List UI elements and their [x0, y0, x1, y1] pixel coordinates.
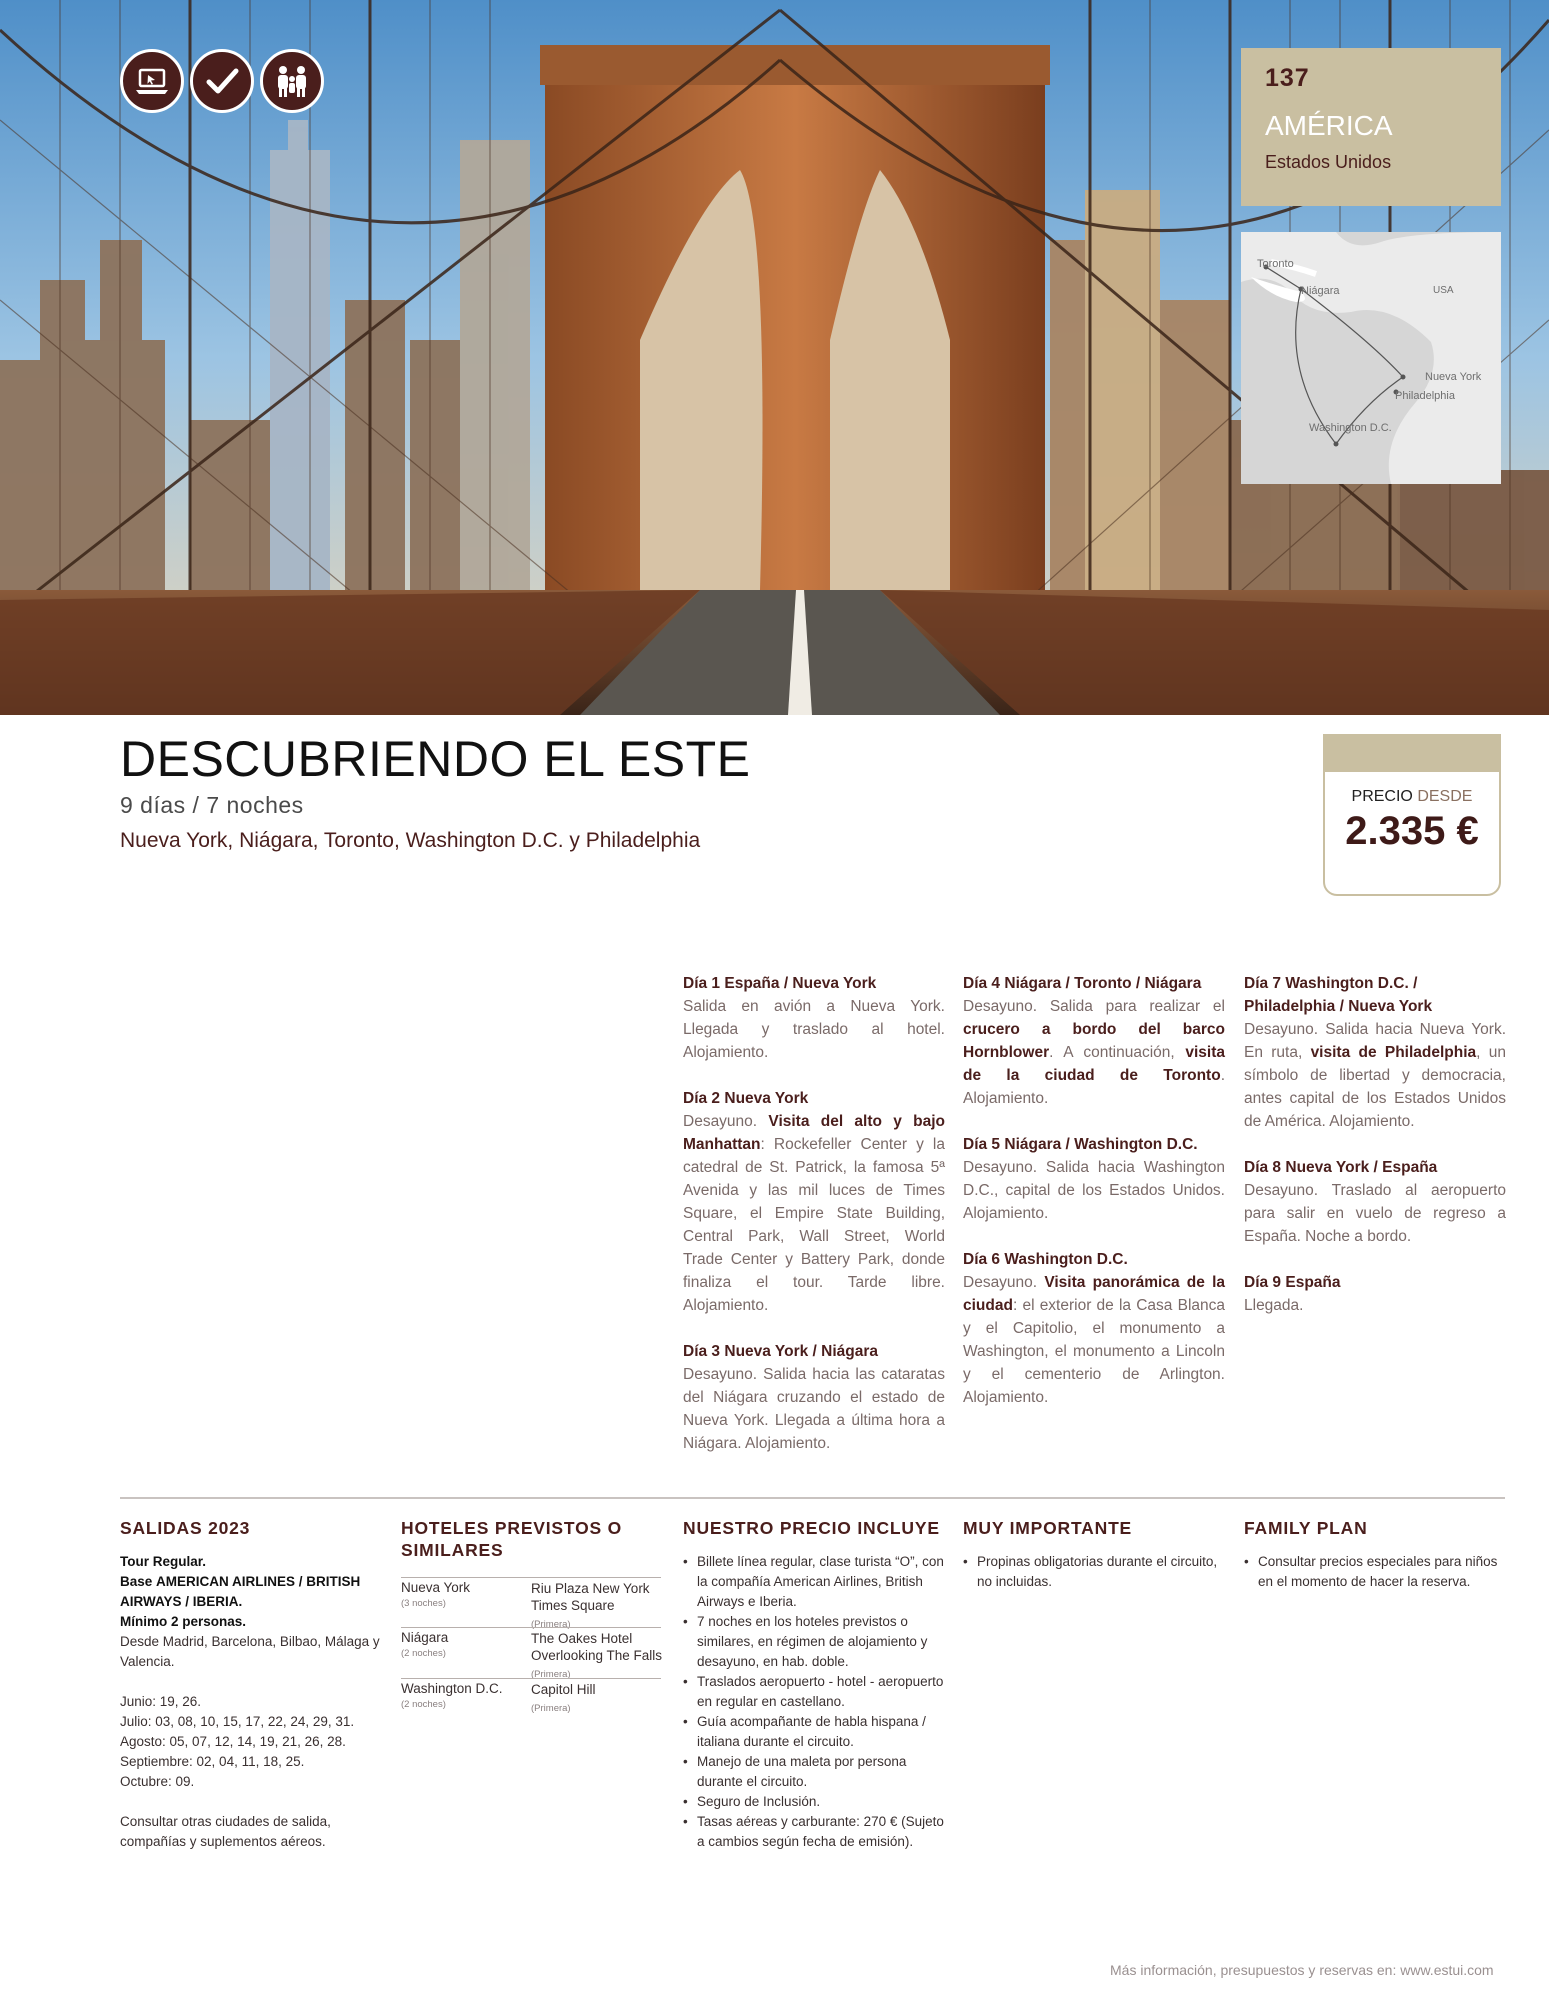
- section-divider: [120, 1497, 1505, 1499]
- tour-duration: 9 días / 7 noches: [120, 792, 304, 818]
- itinerary-day-6: [963, 1248, 1225, 1409]
- salidas-date-august: Agosto: 05, 07, 12, 14, 19, 21, 26, 28.: [120, 1734, 346, 1749]
- day-text: Salida en avión a Nueva York. Llegada y traslado al hotel. Alojamiento.: [683, 998, 945, 1061]
- salidas-date-june: Junio: 19, 26.: [120, 1694, 202, 1709]
- incluye-item: • Manejo de una maleta por persona durante el circuito.: [683, 1752, 945, 1792]
- incluye-item: • Billete línea regular, clase turista “O”, con la compañía American Airlines, British Airways e Iberia.: [683, 1552, 945, 1612]
- day-number: Día 4: [963, 975, 1001, 992]
- hotel-nights: (3 noches): [401, 1598, 446, 1609]
- day-highlight-2: visita de la ciudad de Toronto: [963, 1044, 1225, 1084]
- family-item: • Consultar precios especiales para niños en el momento de hacer la reserva.: [1244, 1552, 1506, 1592]
- day-number: Día 8: [1244, 1159, 1282, 1176]
- family-icon: [260, 49, 324, 113]
- price-label: [1325, 788, 1499, 806]
- itinerary-column-2: [963, 972, 1225, 1432]
- check-icon: [190, 49, 254, 113]
- day-number: Día 5: [963, 1136, 1001, 1153]
- day-text-cont: . A continuación,: [1049, 1044, 1175, 1061]
- itinerary-day-8: [1244, 1156, 1506, 1248]
- day-text: Desayuno. Salida para realizar el: [963, 998, 1225, 1015]
- day-number: Día 1: [683, 975, 721, 992]
- day-highlight: visita de Philadelphia: [1310, 1044, 1477, 1061]
- day-number: Día 7: [1244, 975, 1282, 992]
- salidas-note: Consultar otras ciudades de salida, compañías y suplementos aéreos.: [120, 1814, 331, 1849]
- day-text-cont: : el exterior de la Casa Blanca y el Capitolio, el monumento a Washington, el monumento a Lincoln y el cementerio de Arlington. Alojamiento.: [963, 1297, 1225, 1406]
- price-label-precio: PRECIO: [1351, 788, 1413, 805]
- tour-cities: Nueva York, Niágara, Toronto, Washington D.C. y Philadelphia: [120, 829, 701, 852]
- importante-block: [963, 1552, 1225, 1592]
- day-text: Desayuno.: [963, 1274, 1038, 1291]
- incluye-item: • Seguro de Inclusión.: [683, 1792, 945, 1812]
- region-label: AMÉRICA: [1265, 110, 1393, 141]
- day-number: Día 6: [963, 1251, 1001, 1268]
- importante-heading: MUY IMPORTANTE: [963, 1518, 1133, 1538]
- route-map: [1241, 232, 1501, 484]
- hotel-row: [401, 1678, 661, 1719]
- hotel-category: (Primera): [531, 1703, 571, 1714]
- day-text: Desayuno. Salida hacia las cataratas del Niágara cruzando el estado de Nueva York. Llegada a última hora a Niágara. Alojamiento.: [683, 1366, 945, 1452]
- itinerary-day-9: [1244, 1271, 1506, 1317]
- country-label: Estados Unidos: [1265, 152, 1392, 172]
- tour-title: DESCUBRIENDO EL ESTE: [120, 731, 751, 787]
- incluye-block: [683, 1552, 945, 1852]
- hotel-name: [531, 1630, 663, 1683]
- salidas-block: [120, 1552, 382, 1852]
- hotel-name-text: The Oakes Hotel Overlooking The Falls: [531, 1631, 663, 1663]
- itinerary-day-7: [1244, 972, 1506, 1133]
- incluye-item: • Traslados aeropuerto - hotel - aeropuerto en regular en castellano.: [683, 1672, 945, 1712]
- day-text-cont: , un símbolo de libertad y democracia, antes capital de los Estados Unidos de América. Alojamiento.: [1244, 1044, 1507, 1130]
- map-label-nueva-york: Nueva York: [1425, 371, 1482, 383]
- incluye-item: • Guía acompañante de habla hispana / italiana durante el circuito.: [683, 1712, 945, 1752]
- day-text: Desayuno. Traslado al aeropuerto para salir en vuelo de regreso a España. Noche a bordo.: [1244, 1182, 1506, 1245]
- salidas-date-october: Octubre: 09.: [120, 1774, 195, 1789]
- itinerary-day-2: [683, 1087, 945, 1317]
- page-number: 137: [1265, 64, 1310, 92]
- price-label-desde: DESDE: [1417, 788, 1473, 805]
- itinerary-day-1: [683, 972, 945, 1064]
- salidas-airlines: AMERICAN AIRLINES / BRITISH AIRWAYS / IBERIA.: [120, 1574, 361, 1609]
- price-box: [1323, 734, 1501, 896]
- hotel-category: (Primera): [531, 1669, 571, 1680]
- hotel-row: [401, 1627, 661, 1678]
- family-heading: FAMILY PLAN: [1244, 1518, 1368, 1538]
- itinerary-day-5: [963, 1133, 1225, 1225]
- day-text-end: . Alojamiento.: [963, 1067, 1225, 1107]
- itinerary-column-3: [1244, 972, 1506, 1340]
- map-label-usa: USA: [1433, 285, 1454, 296]
- day-number: Día 2: [683, 1090, 721, 1107]
- itinerary-column-1: [683, 972, 945, 1478]
- hoteles-heading: HOTELES PREVISTOS O SIMILARES: [401, 1518, 623, 1560]
- hotel-city: Nueva York: [401, 1580, 471, 1595]
- hoteles-table: [401, 1575, 663, 1725]
- salidas-minimo: Mínimo 2 personas.: [120, 1614, 247, 1629]
- day-highlight: Visita panorámica de la ciudad: [963, 1274, 1225, 1314]
- day-text: Desayuno. Salida hacia Washington D.C., capital de los Estados Unidos. Alojamiento.: [963, 1159, 1225, 1222]
- day-highlight: Visita del alto y bajo Manhattan: [683, 1113, 945, 1153]
- incluye-heading: NUESTRO PRECIO INCLUYE: [683, 1518, 940, 1538]
- day-title: Washington D.C. / Philadelphia / Nueva York: [1244, 975, 1433, 1015]
- family-block: [1244, 1552, 1506, 1592]
- day-highlight: crucero a bordo del barco Hornblower: [963, 1021, 1225, 1061]
- salidas-date-july: Julio: 03, 08, 10, 15, 17, 22, 24, 29, 31.: [120, 1714, 355, 1729]
- hotel-nights: (2 noches): [401, 1648, 446, 1659]
- importante-item: • Propinas obligatorias durante el circuito, no incluidas.: [963, 1552, 1225, 1592]
- day-number: Día 3: [683, 1343, 721, 1360]
- map-label-toronto: Toronto: [1257, 258, 1294, 270]
- hotel-city: Washington D.C.: [401, 1681, 503, 1696]
- hotel-nights: (2 noches): [401, 1699, 446, 1710]
- map-label-niagara: Niágara: [1301, 285, 1340, 297]
- day-title: Nueva York / Niágara: [724, 1343, 879, 1360]
- day-title: Niágara / Washington D.C.: [1004, 1136, 1198, 1153]
- itinerary-day-4: [963, 972, 1225, 1110]
- day-title: España / Nueva York: [724, 975, 877, 992]
- price-value: 2.335 €: [1345, 809, 1479, 853]
- day-title: Nueva York / España: [1285, 1159, 1438, 1176]
- day-text: Desayuno. Salida hacia Nueva York. En ruta,: [1244, 1021, 1506, 1061]
- salidas-heading: SALIDAS 2023: [120, 1518, 251, 1538]
- map-label-philadelphia: Philadelphia: [1395, 390, 1455, 402]
- incluye-item: • 7 noches en los hoteles previstos o similares, en régimen de alojamiento y desayuno, en hab. doble.: [683, 1612, 945, 1672]
- hotel-name: [531, 1580, 663, 1633]
- salidas-date-september: Septiembre: 02, 04, 11, 18, 25.: [120, 1754, 305, 1769]
- footer-info: Más información, presupuestos y reservas en: www.estui.com: [1110, 1962, 1494, 1978]
- salidas-tour-type: Tour Regular.: [120, 1554, 207, 1569]
- price-box-band: [1325, 736, 1499, 772]
- day-text: Desayuno.: [683, 1113, 758, 1130]
- hotel-name: [531, 1681, 663, 1717]
- incluye-item: • Tasas aéreas y carburante: 270 € (Sujeto a cambios según fecha de emisión).: [683, 1812, 945, 1852]
- itinerary-day-3: [683, 1340, 945, 1455]
- hotel-name-text: Capitol Hill: [531, 1682, 596, 1697]
- day-title: Nueva York: [724, 1090, 809, 1107]
- day-title: Washington D.C.: [1004, 1251, 1128, 1268]
- hotel-city: Niágara: [401, 1630, 449, 1645]
- day-number: Día 9: [1244, 1274, 1282, 1291]
- day-text-cont: : Rockefeller Center y la catedral de St. Patrick, la famosa 5ª Avenida y las mil luces de Times Square, el Empire State Building, Central Park, Wall Street, World Trade Center y Battery Park, donde finaliza el tour. Tarde libre. Alojamiento.: [683, 1136, 945, 1314]
- laptop-icon: [120, 49, 184, 113]
- day-title: España: [1285, 1274, 1341, 1291]
- day-title: Niágara / Toronto / Niágara: [1004, 975, 1202, 992]
- day-text: Llegada.: [1244, 1297, 1304, 1314]
- hotel-name-text: Riu Plaza New York Times Square: [531, 1581, 650, 1613]
- hotel-row: [401, 1577, 661, 1628]
- salidas-base-label: Base: [120, 1574, 153, 1589]
- hotel-category: (Primera): [531, 1619, 571, 1630]
- map-label-washington: Washington D.C.: [1309, 422, 1392, 434]
- salidas-desde: Desde Madrid, Barcelona, Bilbao, Málaga y Valencia.: [120, 1634, 380, 1669]
- destination-tag: [1241, 48, 1501, 206]
